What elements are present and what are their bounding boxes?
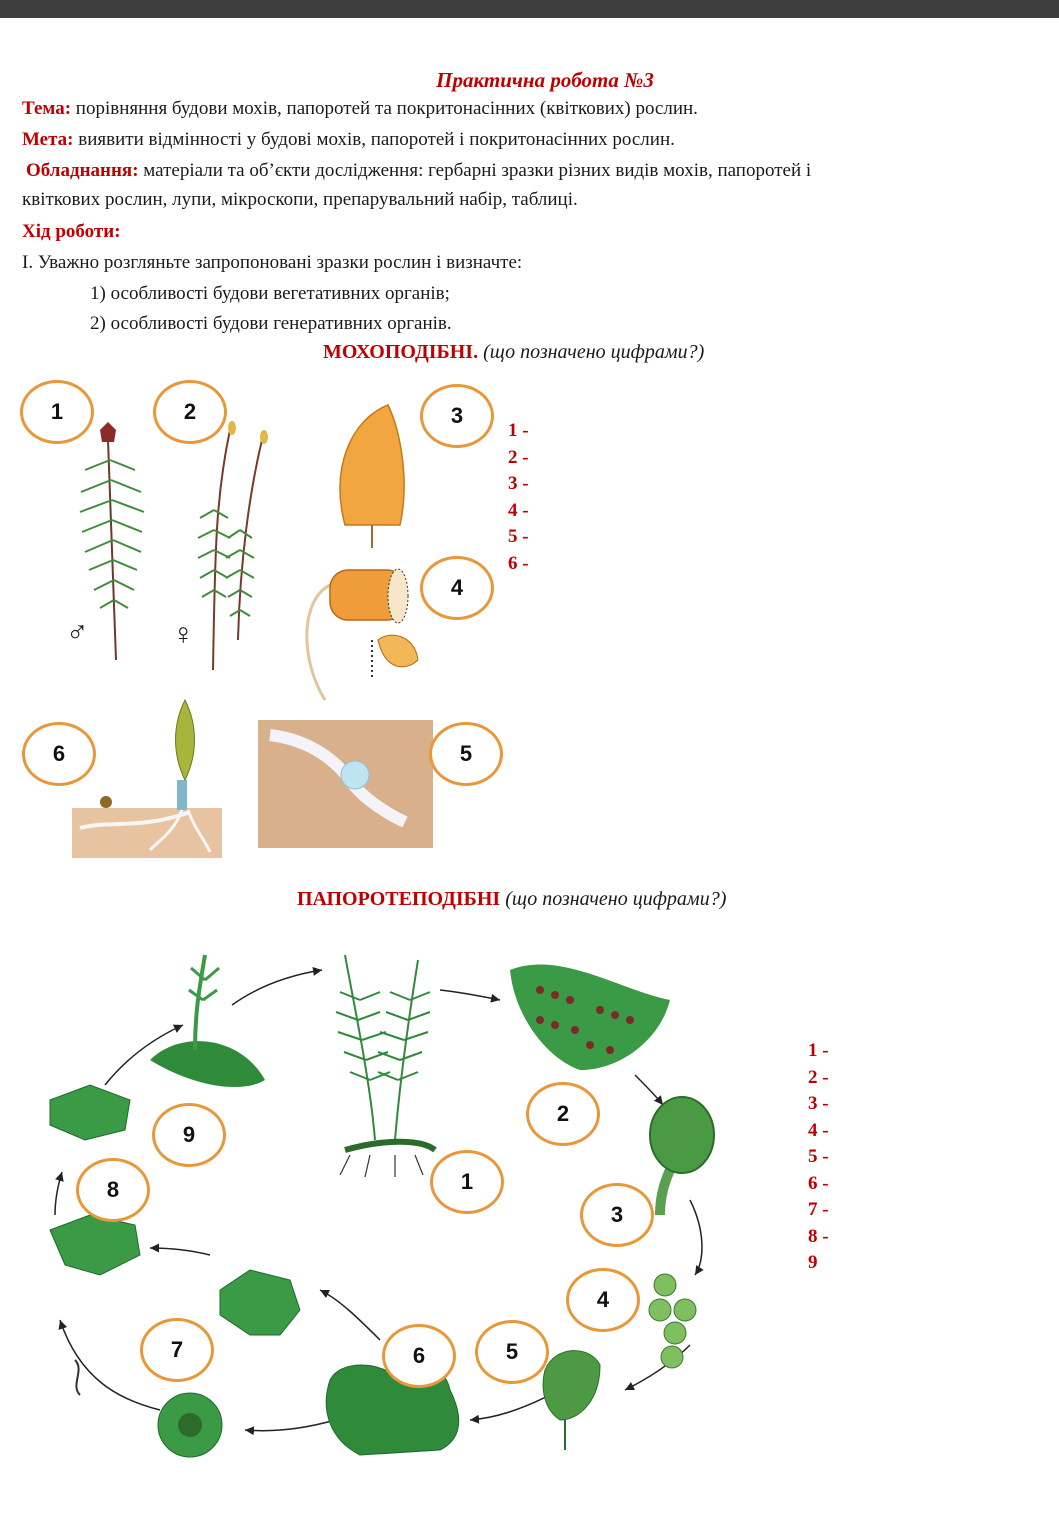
fern-answers (808, 1038, 829, 1277)
fern-answer-4: 4 - (808, 1119, 829, 1141)
task-text: I. Уважно розгляньте запропоновані зразки рослин і визначте: (22, 252, 523, 273)
moss-badge-5: 5 (429, 722, 503, 786)
moss-answer-4: 4 - (508, 499, 529, 521)
page-title: Практична робота №3 (436, 68, 654, 92)
equipment-text: матеріали та об’єкти дослідження: гербарні зразки різних видів мохів, папоротей і (138, 160, 812, 181)
equipment-line-2: квіткових рослин, лупи, мікроскопи, препарувальний набір, таблиці. (22, 189, 578, 210)
moss-answer-3: 3 - (508, 473, 529, 494)
fern-answer-5: 5 - (808, 1146, 829, 1167)
fern-badge-8: 8 (76, 1158, 150, 1222)
sporangium (650, 1097, 714, 1215)
fern-answer-3: 3 - (808, 1093, 829, 1114)
moss-badge-1: 1 (20, 380, 94, 444)
spores (649, 1274, 696, 1368)
female-symbol: ♀ (172, 618, 195, 651)
moss-heading-title: МОХОПОДІБНІ. (323, 341, 479, 363)
fern-badge-4: 4 (566, 1268, 640, 1332)
moss-answer-1: 1 - (508, 420, 529, 441)
fern-badge-9: 9 (152, 1103, 226, 1167)
fern-heading-question: (що позначено цифрами?) (500, 888, 727, 910)
goal-label: Мета: (22, 129, 74, 150)
male-symbol: ♂ (66, 616, 89, 649)
goal-text: виявити відмінності у будові мохів, папоротей і покритонасінних рослин. (73, 129, 675, 150)
fern-sporophyte (336, 955, 435, 1177)
equipment-label: Обладнання: (26, 160, 139, 181)
fern-answer-1: 1 - (808, 1040, 829, 1061)
fern-badge-3: 3 (580, 1183, 654, 1247)
topic-label: Тема: (22, 98, 72, 119)
moss-answer-6: 6 - (508, 552, 529, 574)
fern-badge-7: 7 (140, 1318, 214, 1382)
fern-answer-6: 6 - (808, 1172, 829, 1194)
task-item-1: 1) особливості будови вегетативних органів; (90, 283, 450, 304)
fern-answer-8: 8 - (808, 1225, 829, 1247)
young-fern (150, 955, 265, 1087)
fern-badge-1: 1 (430, 1150, 504, 1214)
moss-heading-question: (що позначено цифрами?) (478, 341, 705, 363)
moss-badge-3: 3 (420, 384, 494, 448)
task-item-2: 2) особливості будови генеративних органів. (90, 313, 452, 334)
fern-answer-9: 9 (808, 1252, 818, 1273)
fern-answer-7: 7 - (808, 1199, 829, 1220)
topic-text: порівняння будови мохів, папоротей та покритонасінних (квіткових) рослин. (71, 98, 698, 119)
antheridium (543, 1351, 600, 1420)
fern-heading-title: ПАПОРОТЕПОДІБНІ (297, 888, 501, 910)
fern-badge-2: 2 (526, 1082, 600, 1146)
moss-answer-2: 2 - (508, 446, 529, 468)
moss-badge-6: 6 (22, 722, 96, 786)
moss-badge-2: 2 (153, 380, 227, 444)
fern-answer-2: 2 - (808, 1066, 829, 1088)
fern-badge-5: 5 (475, 1320, 549, 1384)
moss-badge-4: 4 (420, 556, 494, 620)
moss-answer-5: 5 - (508, 526, 529, 547)
fern-badge-6: 6 (382, 1324, 456, 1388)
frond-with-sori (510, 964, 670, 1070)
progress-label: Хід роботи: (22, 221, 121, 242)
